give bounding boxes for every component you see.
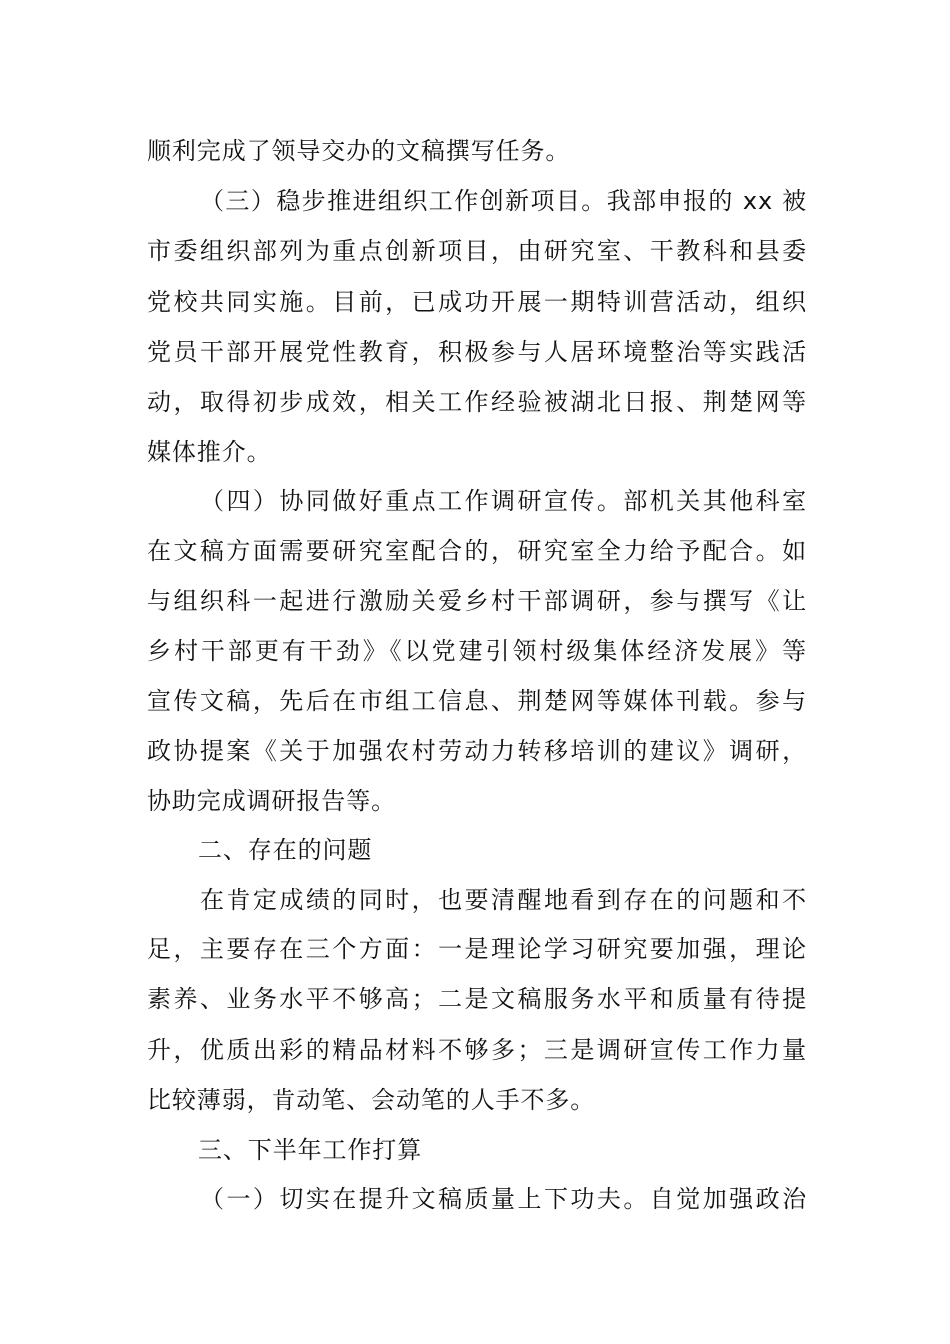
section-3-heading-line: （三）稳步推进组织工作创新项目。我部申报的 xx 被 <box>200 187 807 215</box>
text-line: 动，取得初步成效，相关工作经验被湖北日报、荆楚网等 <box>147 388 807 416</box>
text-line: （一）切实在提升文稿质量上下功夫。自觉加强政治 <box>200 1185 807 1213</box>
text-line: 顺利完成了领导交办的文稿撰写任务。 <box>147 137 571 165</box>
section-4-heading-line: （四）协同做好重点工作调研宣传。部机关其他科室 <box>200 487 807 515</box>
text-line: 在肯定成绩的同时，也要清醒地看到存在的问题和不 <box>200 886 807 914</box>
text-line: 足，主要存在三个方面：一是理论学习研究要加强，理论 <box>147 935 807 963</box>
section-heading-problems: 二、存在的问题 <box>198 836 373 864</box>
text-line: 媒体推介。 <box>147 438 272 466</box>
section-heading-plans: 三、下半年工作打算 <box>198 1136 423 1164</box>
text-line: 市委组织部列为重点创新项目，由研究室、干教科和县委 <box>147 237 807 265</box>
text-line: 在文稿方面需要研究室配合的，研究室全力给予配合。如 <box>147 537 807 565</box>
text-line: 宣传文稿，先后在市组工信息、荆楚网等媒体刊载。参与 <box>147 687 807 715</box>
text-line: 乡村干部更有干劲》《以党建引领村级集体经济发展》等 <box>147 637 807 665</box>
text-line: 党校共同实施。目前，已成功开展一期特训营活动，组织 <box>147 288 807 316</box>
text-line: 政协提案《关于加强农村劳动力转移培训的建议》调研， <box>147 737 807 765</box>
text-line: 升，优质出彩的精品材料不够多；三是调研宣传工作力量 <box>147 1036 807 1064</box>
text-line: 协助完成调研报告等。 <box>147 787 396 815</box>
text-line: 党员干部开展党性教育，积极参与人居环境整治等实践活 <box>147 338 807 366</box>
text-line: 比较薄弱，肯动笔、会动笔的人手不多。 <box>147 1086 596 1114</box>
text-line: 素养、业务水平不够高；二是文稿服务水平和质量有待提 <box>147 985 807 1013</box>
text-line: 与组织科一起进行激励关爱乡村干部调研，参与撰写《让 <box>147 587 807 615</box>
